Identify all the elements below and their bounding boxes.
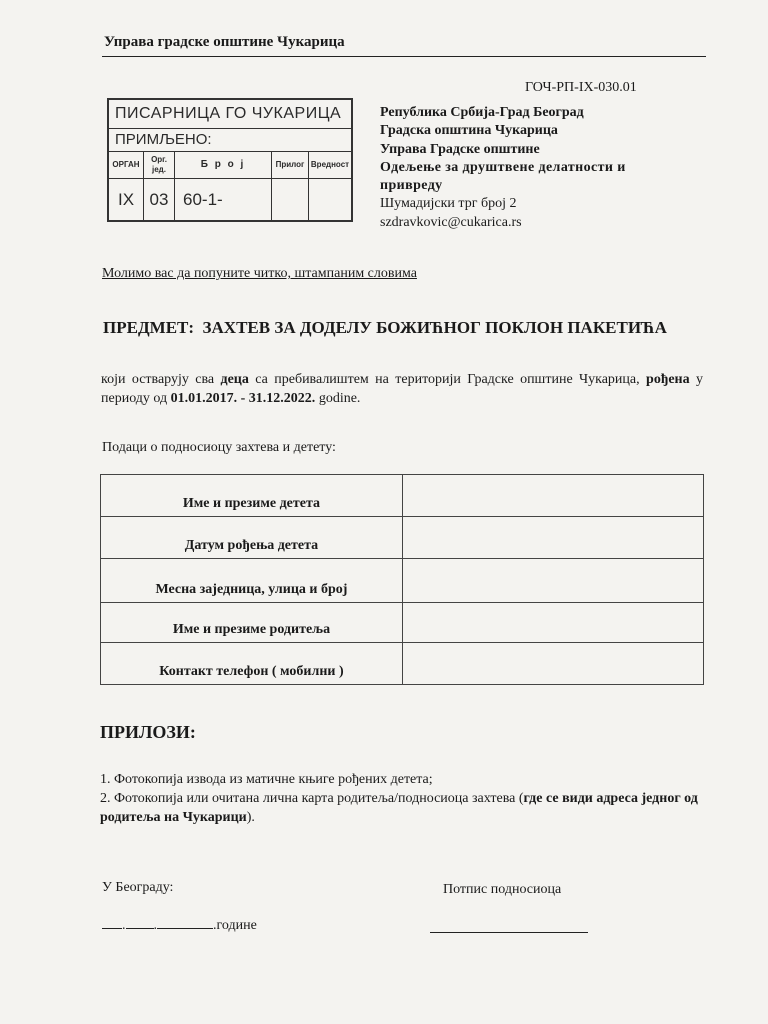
eligibility-paragraph [101, 370, 703, 408]
form-row [101, 603, 704, 643]
date-separator: . [153, 918, 157, 933]
document-code: ГОЧ-РП-IX-030.01 [525, 80, 637, 95]
attachments-title: ПРИЛОЗИ: [100, 722, 196, 742]
form-label-birth-date: Датум рођења детета [101, 517, 403, 559]
form-label-phone: Контакт телефон ( мобилни ) [101, 643, 403, 685]
stamp-received: ПРИМЉЕНО: [109, 129, 351, 152]
attachment-item-2-end: ). [246, 810, 255, 825]
stamp-value-value [309, 179, 352, 222]
registry-stamp [107, 98, 353, 222]
form-label-child-name: Име и презиме детета [101, 475, 403, 517]
para-bold-children: деца [220, 372, 249, 387]
attachment-item-1: 1. Фотокопија извода из матичне књиге рођених детета; [100, 772, 433, 787]
stamp-header-value: Вредност [309, 152, 352, 179]
subject-heading: ПРЕДМЕТ: ЗАХТЕВ ЗА ДОДЕЛУ БОЖИЋНОГ ПОКЛОН ПАКЕТИЋА [103, 318, 667, 337]
date-field[interactable] [102, 916, 257, 934]
attachment-item-2-bold: где се види адреса једног од родитеља на Чукарици [100, 791, 698, 825]
para-text-3: у периоду од [101, 372, 704, 406]
attachments-list [100, 770, 710, 827]
para-text-4: godine. [315, 391, 361, 406]
date-month-blank[interactable] [126, 916, 154, 929]
stamp-header-unit: Орг. јед. [144, 152, 175, 179]
stamp-value-attachment [272, 179, 309, 222]
form-field-birth-date[interactable] [402, 517, 703, 559]
date-year-blank[interactable] [157, 916, 213, 929]
fill-instruction: Молимо вас да попуните читко, штампаним словима [102, 266, 417, 281]
stamp-value-unit: 03 [144, 179, 175, 222]
stamp-value-number: 60-1- [175, 179, 272, 222]
date-year-suffix: .године [213, 918, 257, 933]
para-text-1: који остварују сва [101, 372, 221, 387]
form-label-address: Месна заједница, улица и број [101, 559, 403, 603]
para-bold-born: рођена [646, 372, 690, 387]
para-text-2: са пребивалиштем на територији Градске општине Чукарица, [248, 372, 647, 387]
subject-label: ПРЕДМЕТ [103, 318, 189, 337]
form-field-parent-name[interactable] [402, 603, 703, 643]
header-title: Управа градске општине Чукарица [104, 34, 345, 50]
form-field-phone[interactable] [402, 643, 703, 685]
stamp-title: ПИСАРНИЦА ГО ЧУКАРИЦА [109, 100, 351, 129]
address-line-5: Шумадијски трг број 2 [380, 196, 517, 212]
form-row [101, 559, 704, 603]
applicant-data-label: Подаци о подносиоцу захтева и детету: [102, 440, 336, 455]
form-row [101, 517, 704, 559]
stamp-header-attachment: Прилог [272, 152, 309, 179]
place-label: У Београду: [102, 880, 174, 895]
form-field-child-name[interactable] [402, 475, 703, 517]
stamp-value-organ: IX [109, 179, 144, 222]
address-line-1: Република Србија-Град Београд [380, 105, 584, 120]
attachment-item-2-text: 2. Фотокопија или очитана лична карта родитеља/подносиоца захтева ( [100, 791, 524, 806]
attachment-item-2 [100, 789, 710, 827]
date-separator: . [122, 918, 126, 933]
stamp-header-number: Б р о ј [175, 152, 272, 179]
signature-line[interactable] [430, 932, 588, 933]
address-line-3: Управа Градске општине [380, 141, 540, 157]
address-line-4: Одељење за друштвене делатности и привреду [380, 159, 626, 194]
form-label-parent-name: Име и презиме родитеља [101, 603, 403, 643]
header-divider [102, 56, 706, 57]
form-row [101, 475, 704, 517]
form-field-address[interactable] [402, 559, 703, 603]
address-line-2: Градска општина Чукарица [380, 123, 558, 139]
subject-text: ЗАХТЕВ ЗА ДОДЕЛУ БОЖИЋНОГ ПОКЛОН ПАКЕТИЋА [202, 318, 667, 337]
stamp-header-organ: ОРГАН [109, 152, 144, 179]
applicant-form-table [100, 474, 704, 685]
address-email: szdravkovic@cukarica.rs [380, 214, 522, 230]
signature-caption: Потпис подносиоца [443, 882, 562, 897]
form-row [101, 643, 704, 685]
date-day-blank[interactable] [102, 916, 122, 929]
recipient-address [380, 104, 680, 232]
para-bold-period: 01.01.2017. - 31.12.2022. [170, 391, 316, 406]
